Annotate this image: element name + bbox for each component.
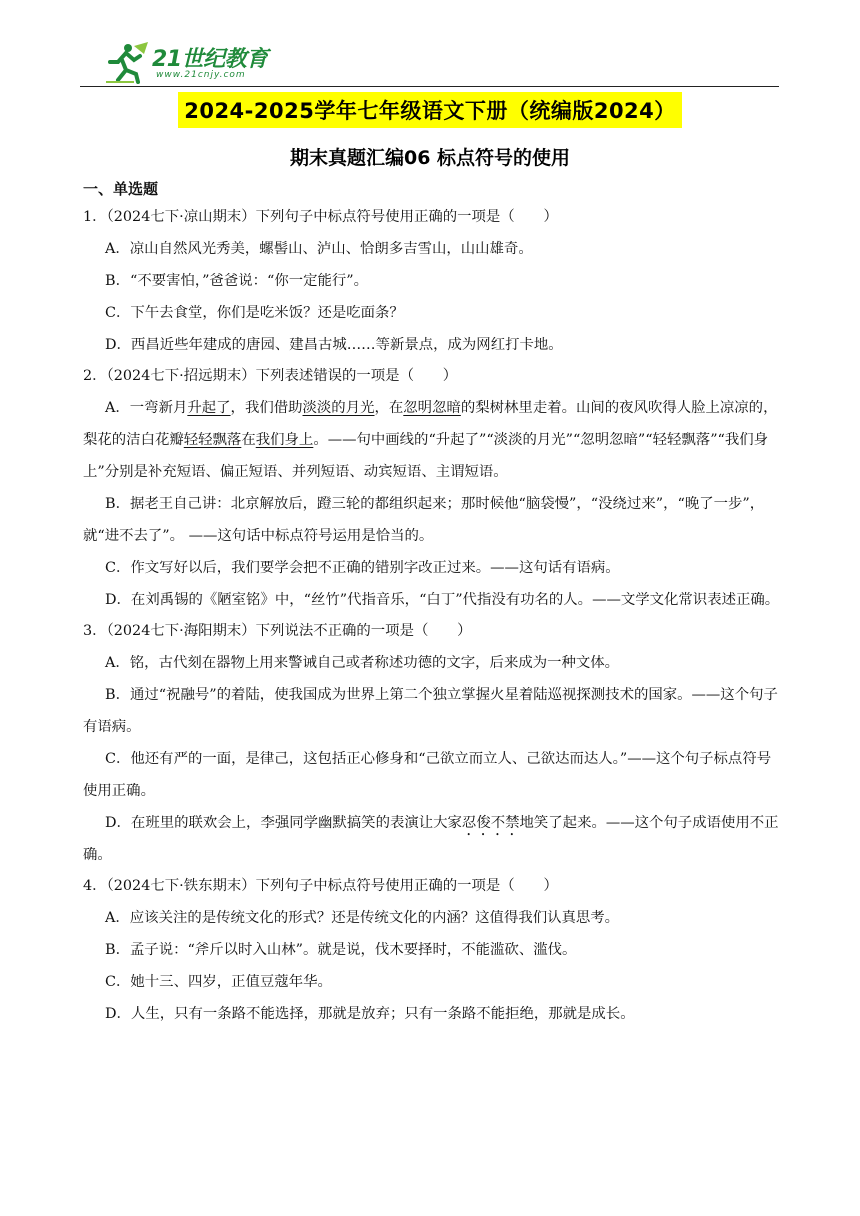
question-2 xyxy=(83,361,783,616)
question-content xyxy=(83,176,783,1030)
option-c: C．下午去食堂，你们是吃米饭？还是吃面条？ xyxy=(105,305,404,321)
option-d: D．人生，只有一条路不能选择，那就是放弃；只有一条路不能拒绝，那就是成长。 xyxy=(105,1006,635,1022)
option-d xyxy=(83,807,783,871)
option-b: B．通过“祝融号”的着陆，使我国成为世界上第二个独立掌握火星着陆巡视探测技术的国家。——这个句子有语病。 xyxy=(83,687,778,735)
header-rule xyxy=(80,86,779,87)
section-heading: 一、单选题 xyxy=(83,180,159,198)
option-a xyxy=(83,392,783,488)
question-stem: 3．（2024七下·海阳期末）下列说法不正确的一项是（ ） xyxy=(83,623,472,639)
logo-url-text: www.21cnjy.com xyxy=(156,70,246,80)
brand-logo xyxy=(100,40,280,86)
question-stem: 2．（2024七下·招远期末）下列表述错误的一项是（ ） xyxy=(83,368,458,384)
option-b: B．据老王自己讲：北京解放后，蹬三轮的都组织起来；那时候他“脑袋慢”，“没绕过来”，“晚了一步”，就“进不去了”。 ——这句话中标点符号运用是恰当的。 xyxy=(83,496,765,544)
option-d: D．在刘禹锡的《陋室铭》中，“丝竹”代指音乐，“白丁”代指没有功名的人。——文学文化常识表述正确。 xyxy=(105,592,780,608)
option-a: A．凉山自然风光秀美，螺髻山、泸山、恰朗多吉雪山，山山雄奇。 xyxy=(105,241,533,257)
doc-title: 2024-2025学年七年级语文下册（统编版2024） xyxy=(178,92,682,128)
running-man-icon xyxy=(104,40,152,84)
option-b: B．“不要害怕，”爸爸说：“你一定能行”。 xyxy=(105,273,369,289)
logo-brand-text: 21世纪教育 xyxy=(152,47,268,72)
underlined-phrase: 我们身上 xyxy=(255,432,314,448)
underlined-phrase: 升起了 xyxy=(187,400,231,416)
question-4 xyxy=(83,871,783,1030)
option-text: 地笑了起来。——这个句子成语使用不正确。 xyxy=(83,815,779,863)
option-b: B．孟子说：“斧斤以时入山林”。就是说，伐木要择时，不能滥砍、滥伐。 xyxy=(105,942,577,958)
question-1 xyxy=(83,202,783,361)
question-stem: 1．（2024七下·凉山期末）下列句子中标点符号使用正确的一项是（ ） xyxy=(83,209,558,225)
option-text: 在 xyxy=(241,432,256,448)
option-text: 。——句中画线的“升起了”“淡淡的月光”“忽明忽暗”“轻轻飘落”“我们身上”分别是补充短语、偏正短语、并列短语、动宾短语、主谓短语。 xyxy=(83,432,769,480)
underlined-phrase: 淡淡的月光 xyxy=(302,400,375,416)
option-a: A．应该关注的是传统文化的形式？还是传统文化的内涵？这值得我们认真思考。 xyxy=(105,910,620,926)
option-text: A．一弯新月 xyxy=(105,400,188,416)
doc-title-wrap xyxy=(0,92,860,128)
option-text: 的梨树林里走着。山间的夜风吹得人脸上凉凉的，梨花的洁白花瓣 xyxy=(83,400,778,448)
option-c: C．作文写好以后，我们要学会把不正确的错别字改正过来。——这句话有语病。 xyxy=(105,560,620,576)
option-text: ，在 xyxy=(374,400,404,416)
underlined-phrase: 忽明忽暗 xyxy=(403,400,461,416)
question-stem: 4．（2024七下·铁东期末）下列句子中标点符号使用正确的一项是（ ） xyxy=(83,878,558,894)
dotted-idiom: 忍俊不禁 xyxy=(461,815,520,831)
option-a: A．铭，古代刻在器物上用来警诫自己或者称述功德的文字，后来成为一种文体。 xyxy=(105,655,620,671)
option-d: D．西昌近些年建成的唐园、建昌古城……等新景点，成为网红打卡地。 xyxy=(105,337,563,353)
question-3 xyxy=(83,616,783,871)
underlined-phrase: 轻轻飘落 xyxy=(183,432,242,448)
option-text: D．在班里的联欢会上，李强同学幽默搞笑的表演让大家 xyxy=(105,815,462,831)
option-text: ，我们借助 xyxy=(230,400,303,416)
sub-title: 期末真题汇编06 标点符号的使用 xyxy=(289,147,571,169)
option-c: C．她十三、四岁，正值豆蔻年华。 xyxy=(105,974,332,990)
option-c: C．他还有严的一面，是律己，这包括正心修身和“己欲立而立人、己欲达而达人。”——这个句子标点符号使用正确。 xyxy=(83,751,772,799)
